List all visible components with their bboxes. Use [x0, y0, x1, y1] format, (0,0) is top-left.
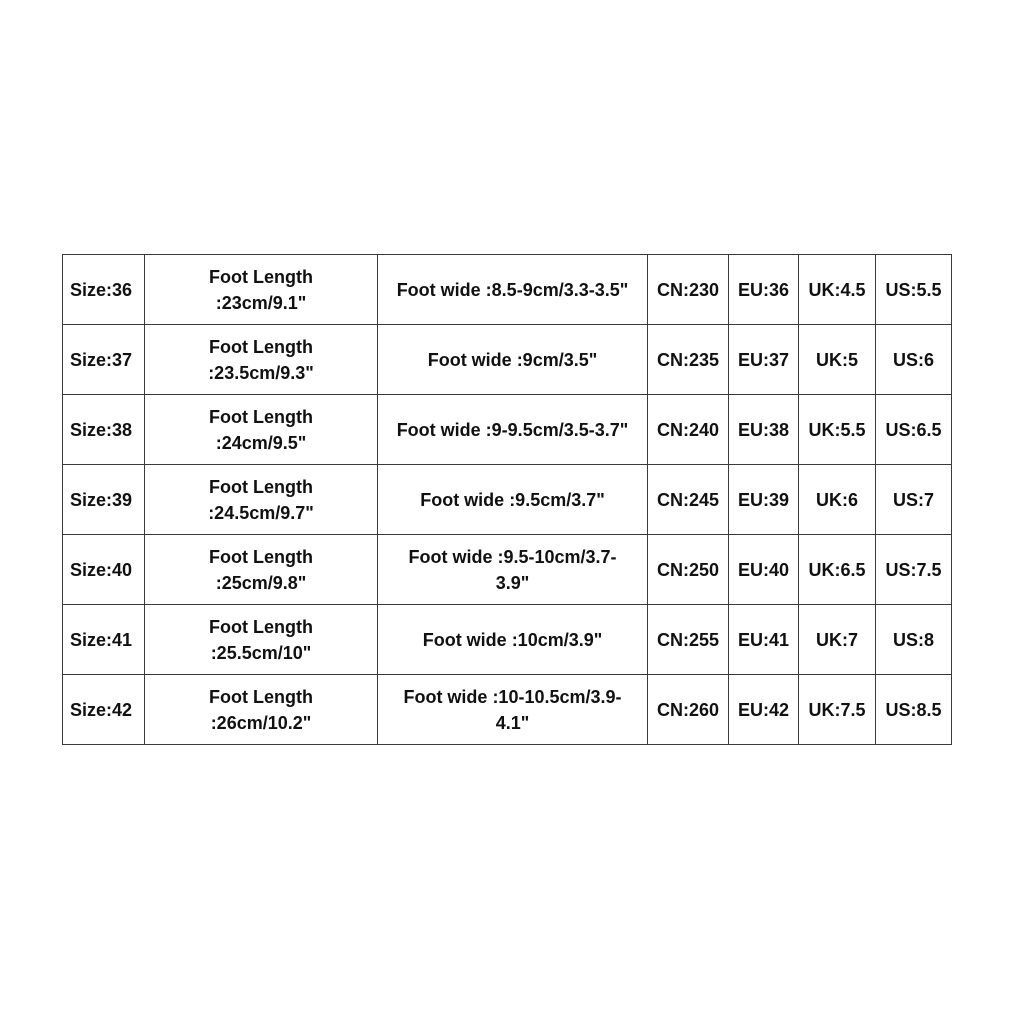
- foot-wide-cell-line-1: Foot wide :9.5-10cm/3.7-: [408, 546, 617, 567]
- foot-length-cell-line-2: :24cm/9.5": [215, 432, 307, 453]
- foot-wide-cell: [378, 325, 648, 395]
- foot-wide-cell-line-2: 4.1": [495, 712, 530, 733]
- uk-size-cell-text: UK:5.5: [808, 419, 866, 440]
- eu-size-cell-text: EU:36: [737, 279, 790, 300]
- foot-length-cell-line-1: Foot Length: [209, 546, 313, 567]
- uk-size-cell: [799, 255, 876, 325]
- us-size-cell: [876, 535, 952, 605]
- table-row: [63, 675, 952, 745]
- foot-length-cell: [145, 325, 378, 395]
- foot-wide-cell-text: Foot wide :9cm/3.5": [427, 349, 598, 370]
- foot-length-cell: [145, 395, 378, 465]
- size-cell-text: Size:38: [70, 419, 133, 440]
- table-row: [63, 605, 952, 675]
- us-size-cell: [876, 675, 952, 745]
- table-row: [63, 535, 952, 605]
- uk-size-cell: [799, 395, 876, 465]
- foot-wide-cell: [378, 465, 648, 535]
- foot-wide-cell-text: Foot wide :8.5-9cm/3.3-3.5": [396, 279, 629, 300]
- size-cell: [63, 535, 145, 605]
- eu-size-cell: [729, 675, 799, 745]
- foot-length-cell-line-2: :24.5cm/9.7": [208, 502, 314, 523]
- eu-size-cell-text: EU:39: [737, 489, 790, 510]
- us-size-cell-text: US:8.5: [885, 699, 942, 720]
- size-cell-text: Size:36: [70, 279, 133, 300]
- foot-wide-cell-text: Foot wide :10cm/3.9": [422, 629, 603, 650]
- eu-size-cell: [729, 325, 799, 395]
- foot-length-cell-line-1: Foot Length: [209, 266, 313, 287]
- eu-size-cell: [729, 465, 799, 535]
- uk-size-cell-text: UK:7.5: [808, 699, 866, 720]
- foot-length-cell: [145, 465, 378, 535]
- foot-wide-cell-line-1: Foot wide :10-10.5cm/3.9-: [403, 686, 622, 707]
- eu-size-cell-text: EU:37: [737, 349, 790, 370]
- cn-size-cell: [648, 605, 729, 675]
- uk-size-cell: [799, 465, 876, 535]
- uk-size-cell: [799, 675, 876, 745]
- cn-size-cell: [648, 255, 729, 325]
- foot-length-cell-line-2: :25.5cm/10": [210, 642, 312, 663]
- foot-wide-cell-text: Foot wide :9.5cm/3.7": [420, 489, 605, 510]
- foot-length-cell-line-1: Foot Length: [209, 616, 313, 637]
- table-row: [63, 255, 952, 325]
- size-cell: [63, 675, 145, 745]
- us-size-cell: [876, 395, 952, 465]
- uk-size-cell-text: UK:7: [815, 629, 858, 650]
- eu-size-cell: [729, 535, 799, 605]
- uk-size-cell-text: UK:4.5: [808, 279, 866, 300]
- us-size-cell-text: US:5.5: [885, 279, 942, 300]
- us-size-cell: [876, 255, 952, 325]
- size-cell: [63, 325, 145, 395]
- cn-size-cell: [648, 465, 729, 535]
- table-row: [63, 465, 952, 535]
- size-cell: [63, 255, 145, 325]
- us-size-cell-text: US:7: [892, 489, 934, 510]
- foot-length-cell: [145, 605, 378, 675]
- cn-size-cell-text: CN:245: [656, 489, 720, 510]
- us-size-cell-text: US:7.5: [885, 559, 942, 580]
- cn-size-cell-text: CN:235: [656, 349, 720, 370]
- uk-size-cell: [799, 605, 876, 675]
- cn-size-cell: [648, 395, 729, 465]
- size-cell-text: Size:42: [70, 699, 133, 720]
- size-cell: [63, 605, 145, 675]
- size-cell-text: Size:41: [70, 629, 133, 650]
- eu-size-cell-text: EU:40: [737, 559, 790, 580]
- cn-size-cell-text: CN:240: [656, 419, 720, 440]
- uk-size-cell: [799, 535, 876, 605]
- eu-size-cell: [729, 255, 799, 325]
- foot-length-cell-line-2: :26cm/10.2": [210, 712, 312, 733]
- uk-size-cell-text: UK:6: [815, 489, 858, 510]
- eu-size-cell-text: EU:38: [737, 419, 790, 440]
- cn-size-cell-text: CN:255: [656, 629, 720, 650]
- foot-length-cell-line-1: Foot Length: [209, 476, 313, 497]
- size-cell-text: Size:37: [70, 349, 133, 370]
- foot-length-cell-line-1: Foot Length: [209, 686, 313, 707]
- us-size-cell: [876, 465, 952, 535]
- uk-size-cell: [799, 325, 876, 395]
- eu-size-cell: [729, 605, 799, 675]
- foot-length-cell-line-2: :23.5cm/9.3": [208, 362, 314, 383]
- foot-wide-cell: [378, 675, 648, 745]
- size-cell: [63, 395, 145, 465]
- size-chart-table: [62, 254, 952, 745]
- eu-size-cell-text: EU:42: [737, 699, 790, 720]
- table-row: [63, 395, 952, 465]
- foot-length-cell-line-2: :25cm/9.8": [215, 572, 307, 593]
- us-size-cell-text: US:6: [892, 349, 934, 370]
- table-row: [63, 325, 952, 395]
- us-size-cell-text: US:8: [892, 629, 934, 650]
- cn-size-cell-text: CN:260: [656, 699, 720, 720]
- foot-length-cell: [145, 535, 378, 605]
- foot-length-cell-line-1: Foot Length: [209, 406, 313, 427]
- uk-size-cell-text: UK:6.5: [808, 559, 866, 580]
- foot-wide-cell: [378, 605, 648, 675]
- size-cell-text: Size:39: [70, 489, 133, 510]
- foot-wide-cell: [378, 255, 648, 325]
- foot-wide-cell: [378, 535, 648, 605]
- size-chart-body: [63, 255, 952, 745]
- eu-size-cell-text: EU:41: [737, 629, 790, 650]
- us-size-cell-text: US:6.5: [885, 419, 942, 440]
- cn-size-cell-text: CN:250: [656, 559, 720, 580]
- size-cell-text: Size:40: [70, 559, 133, 580]
- size-cell: [63, 465, 145, 535]
- cn-size-cell: [648, 325, 729, 395]
- foot-length-cell-line-2: :23cm/9.1": [215, 292, 307, 313]
- us-size-cell: [876, 605, 952, 675]
- foot-wide-cell-line-2: 3.9": [495, 572, 530, 593]
- foot-length-cell: [145, 255, 378, 325]
- foot-length-cell-line-1: Foot Length: [209, 336, 313, 357]
- cn-size-cell-text: CN:230: [656, 279, 720, 300]
- foot-length-cell: [145, 675, 378, 745]
- cn-size-cell: [648, 535, 729, 605]
- cn-size-cell: [648, 675, 729, 745]
- uk-size-cell-text: UK:5: [815, 349, 858, 370]
- us-size-cell: [876, 325, 952, 395]
- eu-size-cell: [729, 395, 799, 465]
- foot-wide-cell: [378, 395, 648, 465]
- foot-wide-cell-text: Foot wide :9-9.5cm/3.5-3.7": [396, 419, 629, 440]
